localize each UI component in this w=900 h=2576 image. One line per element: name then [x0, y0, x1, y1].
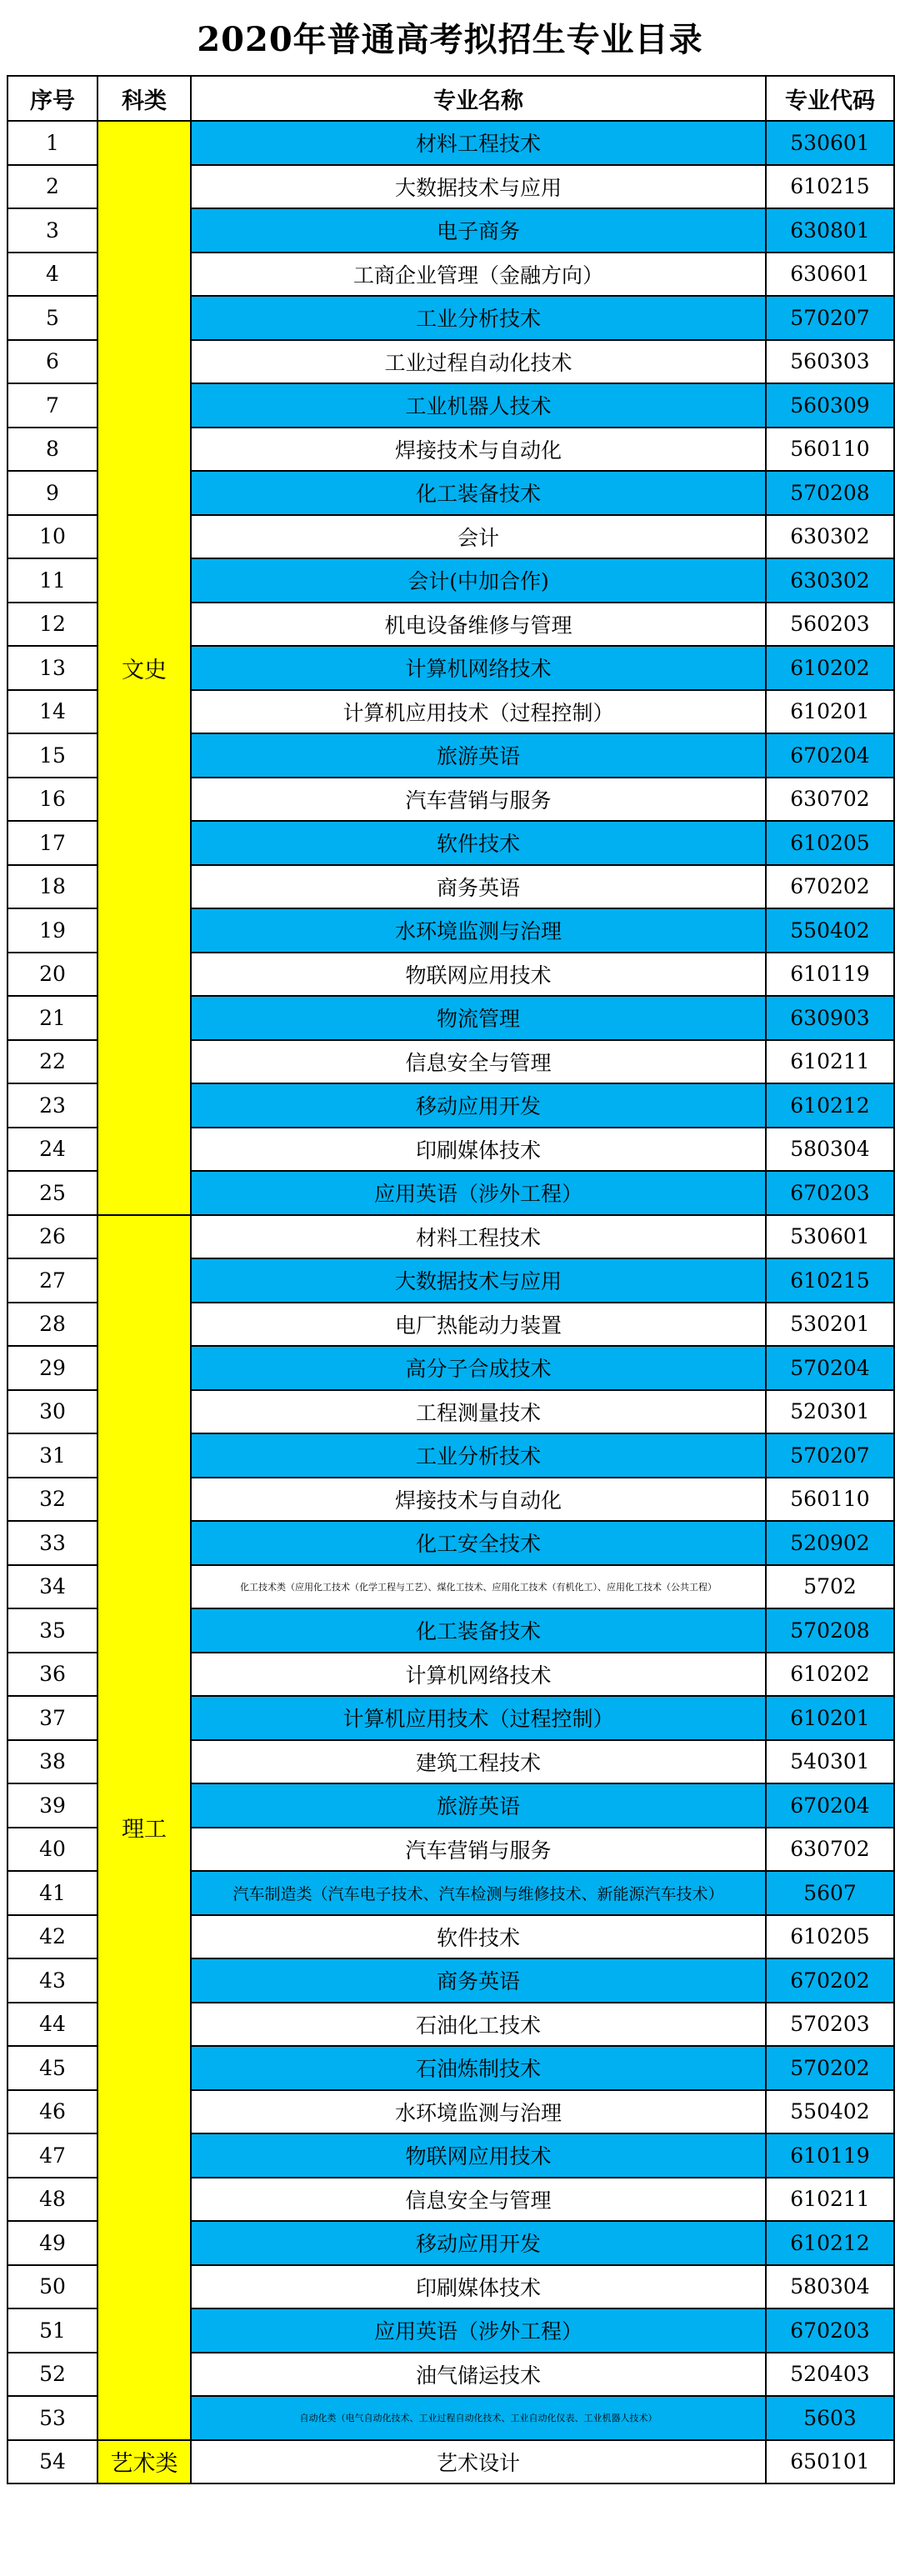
major-name: 移动应用开发	[191, 1083, 766, 1128]
row-number: 39	[8, 1783, 98, 1828]
row-number: 45	[8, 2046, 98, 2090]
major-name: 水环境监测与治理	[191, 2090, 766, 2134]
row-number: 9	[8, 471, 98, 515]
major-code: 610119	[766, 953, 894, 997]
major-name: 工程测量技术	[191, 1390, 766, 1434]
major-code: 570208	[766, 471, 894, 515]
major-name: 软件技术	[191, 821, 766, 865]
major-code: 5702	[766, 1565, 894, 1609]
row-number: 40	[8, 1828, 98, 1872]
major-code: 530201	[766, 1303, 894, 1347]
row-number: 16	[8, 778, 98, 822]
major-code: 610211	[766, 1040, 894, 1084]
row-number: 5	[8, 296, 98, 340]
category-cell: 理工	[98, 1215, 191, 2440]
major-name: 旅游英语	[191, 733, 766, 778]
row-number: 17	[8, 821, 98, 865]
major-name: 物联网应用技术	[191, 2133, 766, 2178]
header-no: 序号	[8, 76, 98, 121]
major-name: 高分子合成技术	[191, 1346, 766, 1390]
row-number: 35	[8, 1608, 98, 1653]
row-number: 25	[8, 1171, 98, 1215]
major-name: 工业机器人技术	[191, 383, 766, 428]
major-name: 软件技术	[191, 1915, 766, 1959]
major-code: 650101	[766, 2440, 894, 2484]
row-number: 33	[8, 1521, 98, 1565]
row-number: 10	[8, 515, 98, 559]
major-name: 建筑工程技术	[191, 1740, 766, 1784]
major-code: 520902	[766, 1521, 894, 1565]
major-code: 570202	[766, 2046, 894, 2090]
major-name: 焊接技术与自动化	[191, 1478, 766, 1522]
major-code: 560303	[766, 340, 894, 384]
row-number: 46	[8, 2090, 98, 2134]
major-name: 自动化类（电气自动化技术、工业过程自动化技术、工业自动化仪表、工业机器人技术）	[191, 2396, 766, 2440]
row-number: 24	[8, 1128, 98, 1172]
header-category: 科类	[98, 76, 191, 121]
major-name: 物联网应用技术	[191, 953, 766, 997]
major-code: 630702	[766, 778, 894, 822]
major-name: 应用英语（涉外工程）	[191, 2308, 766, 2353]
row-number: 43	[8, 1958, 98, 2003]
major-name: 会计	[191, 515, 766, 559]
major-name: 信息安全与管理	[191, 2178, 766, 2222]
row-number: 3	[8, 208, 98, 253]
header-code: 专业代码	[766, 76, 894, 121]
row-number: 36	[8, 1653, 98, 1697]
row-number: 48	[8, 2178, 98, 2222]
major-name: 计算机应用技术（过程控制）	[191, 1696, 766, 1740]
major-code: 610202	[766, 646, 894, 690]
catalog-sheet	[7, 0, 893, 2576]
major-name: 石油化工技术	[191, 2003, 766, 2047]
major-name: 旅游英语	[191, 1783, 766, 1828]
row-number: 12	[8, 603, 98, 647]
major-name: 材料工程技术	[191, 121, 766, 165]
row-number: 21	[8, 996, 98, 1040]
row-number: 19	[8, 908, 98, 953]
row-number: 53	[8, 2396, 98, 2440]
major-name: 电子商务	[191, 208, 766, 253]
row-number: 4	[8, 253, 98, 297]
major-code: 670203	[766, 2308, 894, 2353]
major-name: 材料工程技术	[191, 1215, 766, 1259]
major-name: 计算机应用技术（过程控制）	[191, 690, 766, 734]
major-name: 石油炼制技术	[191, 2046, 766, 2090]
major-code: 610215	[766, 165, 894, 209]
major-code: 5607	[766, 1871, 894, 1915]
major-name: 艺术设计	[191, 2440, 766, 2484]
row-number: 41	[8, 1871, 98, 1915]
major-code: 610212	[766, 2221, 894, 2265]
row-number: 26	[8, 1215, 98, 1259]
row-number: 6	[8, 340, 98, 384]
row-number: 38	[8, 1740, 98, 1784]
major-code: 610201	[766, 690, 894, 734]
major-code: 540301	[766, 1740, 894, 1784]
row-number: 49	[8, 2221, 98, 2265]
major-name: 移动应用开发	[191, 2221, 766, 2265]
row-number: 30	[8, 1390, 98, 1434]
major-code: 610205	[766, 1915, 894, 1959]
major-code: 570207	[766, 1433, 894, 1478]
row-number: 50	[8, 2265, 98, 2309]
major-code: 560203	[766, 603, 894, 647]
major-name: 水环境监测与治理	[191, 908, 766, 953]
major-name: 汽车营销与服务	[191, 1828, 766, 1872]
major-code: 550402	[766, 908, 894, 953]
major-name: 工业分析技术	[191, 296, 766, 340]
majors-table	[7, 75, 895, 2484]
category-cell: 艺术类	[98, 2440, 191, 2484]
major-code: 520403	[766, 2353, 894, 2397]
major-code: 550402	[766, 2090, 894, 2134]
major-code: 610201	[766, 1696, 894, 1740]
major-code: 5603	[766, 2396, 894, 2440]
major-name: 化工装备技术	[191, 471, 766, 515]
major-code: 570204	[766, 1346, 894, 1390]
major-name: 商务英语	[191, 865, 766, 909]
row-number: 51	[8, 2308, 98, 2353]
major-code: 610119	[766, 2133, 894, 2178]
major-name: 物流管理	[191, 996, 766, 1040]
major-code: 670203	[766, 1171, 894, 1215]
major-name: 电厂热能动力装置	[191, 1303, 766, 1347]
major-code: 610211	[766, 2178, 894, 2222]
major-code: 530601	[766, 1215, 894, 1259]
row-number: 23	[8, 1083, 98, 1128]
row-number: 1	[8, 121, 98, 165]
major-code: 560110	[766, 1478, 894, 1522]
major-name: 焊接技术与自动化	[191, 428, 766, 472]
major-name: 汽车制造类（汽车电子技术、汽车检测与维修技术、新能源汽车技术）	[191, 1871, 766, 1915]
major-name: 大数据技术与应用	[191, 165, 766, 209]
row-number: 31	[8, 1433, 98, 1478]
major-code: 630601	[766, 253, 894, 297]
major-code: 520301	[766, 1390, 894, 1434]
major-code: 670202	[766, 1958, 894, 2003]
major-code: 570207	[766, 296, 894, 340]
major-name: 化工技术类（应用化工技术（化学工程与工艺）、煤化工技术、应用化工技术（有机化工）、应用化工技术（公共工程）	[191, 1565, 766, 1609]
major-code: 630302	[766, 515, 894, 559]
major-code: 530601	[766, 121, 894, 165]
major-code: 630302	[766, 558, 894, 603]
row-number: 28	[8, 1303, 98, 1347]
row-number: 14	[8, 690, 98, 734]
row-number: 54	[8, 2440, 98, 2484]
major-code: 560110	[766, 428, 894, 472]
major-code: 580304	[766, 1128, 894, 1172]
major-name: 计算机网络技术	[191, 646, 766, 690]
major-code: 610212	[766, 1083, 894, 1128]
row-number: 7	[8, 383, 98, 428]
row-number: 37	[8, 1696, 98, 1740]
table-body	[8, 121, 894, 2483]
table-row	[8, 121, 894, 165]
table-row	[8, 1215, 894, 1259]
major-name: 印刷媒体技术	[191, 2265, 766, 2309]
row-number: 2	[8, 165, 98, 209]
major-name: 商务英语	[191, 1958, 766, 2003]
major-name: 工业过程自动化技术	[191, 340, 766, 384]
major-name: 计算机网络技术	[191, 1653, 766, 1697]
major-name: 化工安全技术	[191, 1521, 766, 1565]
row-number: 22	[8, 1040, 98, 1084]
header-name: 专业名称	[191, 76, 766, 121]
row-number: 32	[8, 1478, 98, 1522]
major-name: 信息安全与管理	[191, 1040, 766, 1084]
row-number: 11	[8, 558, 98, 603]
major-code: 610215	[766, 1258, 894, 1303]
row-number: 47	[8, 2133, 98, 2178]
table-header-row	[8, 76, 894, 121]
row-number: 34	[8, 1565, 98, 1609]
major-name: 汽车营销与服务	[191, 778, 766, 822]
major-name: 机电设备维修与管理	[191, 603, 766, 647]
major-code: 670204	[766, 733, 894, 778]
row-number: 18	[8, 865, 98, 909]
row-number: 8	[8, 428, 98, 472]
major-code: 570203	[766, 2003, 894, 2047]
page-title: 2020年普通高考拟招生专业目录	[197, 19, 703, 59]
major-code: 670204	[766, 1783, 894, 1828]
row-number: 15	[8, 733, 98, 778]
row-number: 42	[8, 1915, 98, 1959]
major-code: 610202	[766, 1653, 894, 1697]
major-name: 工商企业管理（金融方向）	[191, 253, 766, 297]
major-name: 会计(中加合作)	[191, 558, 766, 603]
major-code: 560309	[766, 383, 894, 428]
major-name: 工业分析技术	[191, 1433, 766, 1478]
row-number: 44	[8, 2003, 98, 2047]
major-code: 630702	[766, 1828, 894, 1872]
row-number: 13	[8, 646, 98, 690]
major-code: 570208	[766, 1608, 894, 1653]
row-number: 29	[8, 1346, 98, 1390]
major-code: 670202	[766, 865, 894, 909]
major-code: 610205	[766, 821, 894, 865]
table-row	[8, 2440, 894, 2484]
major-name: 印刷媒体技术	[191, 1128, 766, 1172]
row-number: 27	[8, 1258, 98, 1303]
category-cell: 文史	[98, 121, 191, 1215]
major-name: 应用英语（涉外工程）	[191, 1171, 766, 1215]
major-name: 化工装备技术	[191, 1608, 766, 1653]
major-code: 580304	[766, 2265, 894, 2309]
row-number: 52	[8, 2353, 98, 2397]
major-name: 大数据技术与应用	[191, 1258, 766, 1303]
major-code: 630903	[766, 996, 894, 1040]
major-name: 油气储运技术	[191, 2353, 766, 2397]
row-number: 20	[8, 953, 98, 997]
major-code: 630801	[766, 208, 894, 253]
